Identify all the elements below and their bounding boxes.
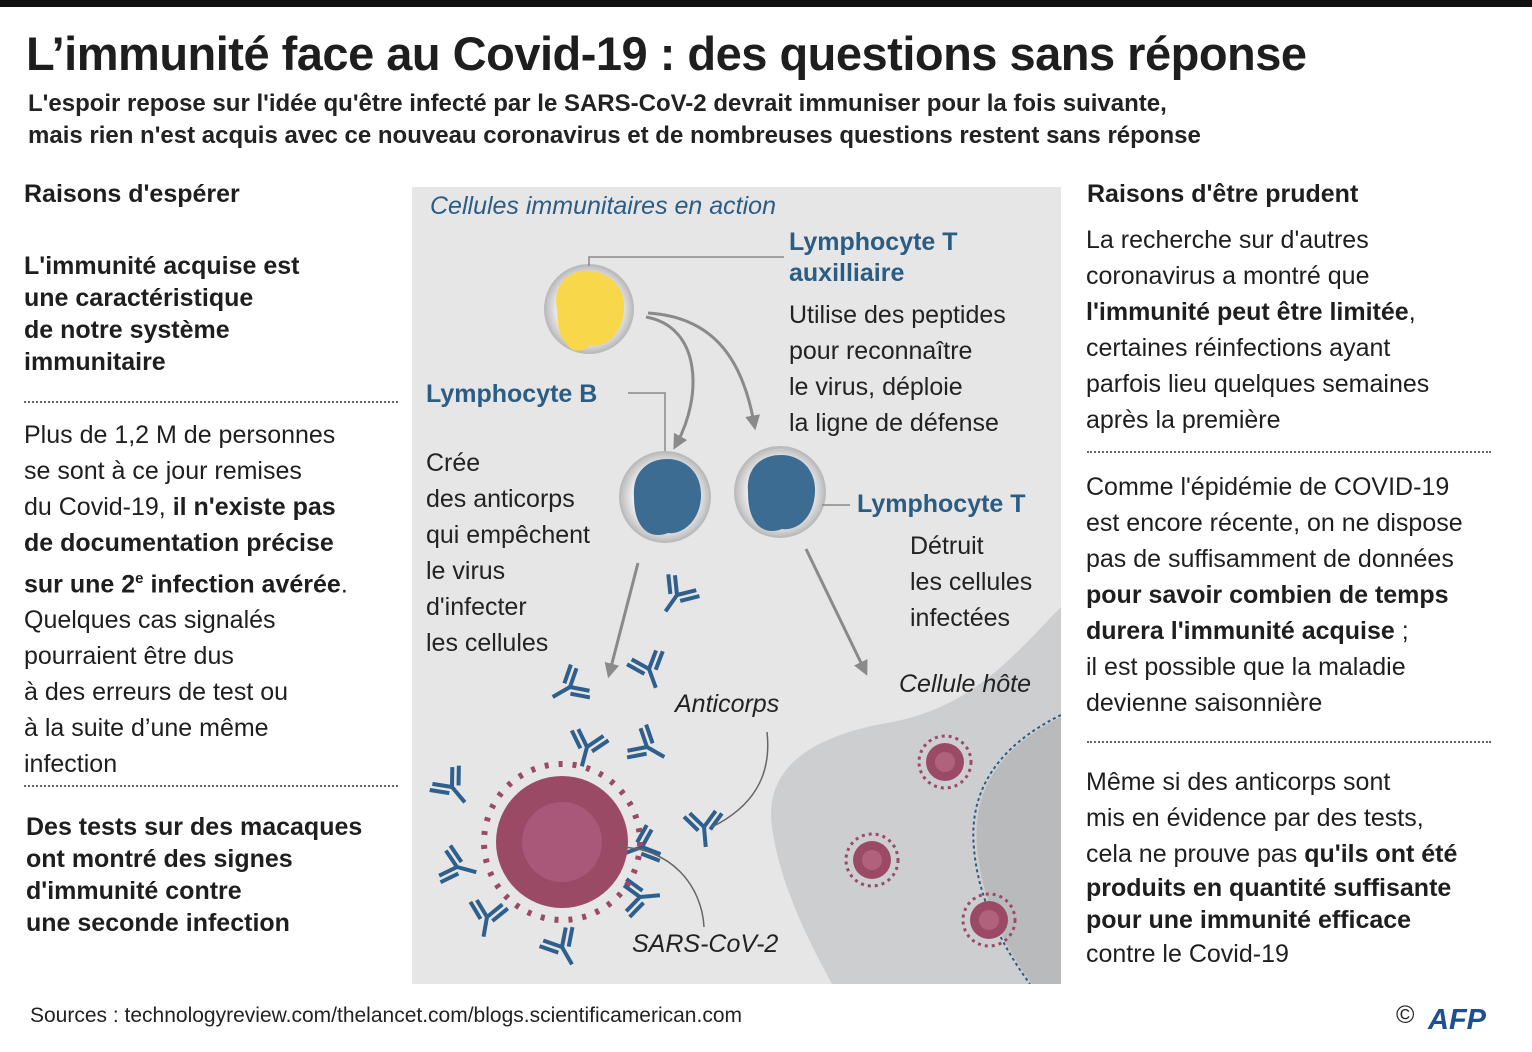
top-rule [0, 0, 1532, 7]
helper-t-cell-name [789, 227, 958, 289]
copyright-symbol: © [1396, 1001, 1415, 1029]
infographic-title: L’immunité face au Covid-19 : des questions sans réponse [26, 27, 1307, 80]
text-run: , [1408, 298, 1416, 326]
caution-reason-1-line [1086, 294, 1429, 330]
caution-reason-2-line: est encore récente, on ne dispose [1086, 509, 1463, 537]
caution-reason-1 [1086, 222, 1429, 438]
desc-line: infectées [910, 604, 1011, 632]
text-run: cela ne prouve pas [1086, 840, 1305, 868]
subtitle-line-1: L'espoir repose sur l'idée qu'être infecté par le SARS-CoV-2 devrait immuniser pour la fois suivante, [28, 90, 1167, 117]
bold-run: qu'ils ont été [1304, 840, 1458, 868]
hope-reason-3-line: une seconde infection [26, 909, 290, 937]
hope-reason-2-line: pourraient être dus [24, 642, 234, 671]
hope-reason-3-line: ont montré des signes [26, 845, 293, 873]
text-run: ; [1394, 617, 1409, 645]
hope-reason-1-line: de notre système [24, 316, 230, 344]
hope-reason-2 [24, 417, 348, 782]
hope-reason-2-line: à des erreurs de test ou [24, 678, 289, 707]
bold-run: infection avérée [143, 570, 341, 599]
desc-line: pour reconnaître [789, 337, 973, 365]
hope-reason-1-line: L'immunité acquise est [24, 252, 300, 280]
desc-line: les cellules [910, 568, 1033, 596]
divider [1087, 741, 1491, 743]
caution-reason-1-line: La recherche sur d'autres [1086, 226, 1369, 254]
desc-line: les cellules [426, 629, 549, 657]
name-line: Lymphocyte T [789, 228, 958, 256]
desc-line: Utilise des peptides [789, 301, 1006, 329]
desc-line: le virus, déploie [789, 373, 963, 401]
hope-reason-2-line: à la suite d’une même [24, 714, 269, 743]
desc-line: qui empêchent [426, 521, 591, 549]
b-cell-name: Lymphocyte B [426, 380, 598, 408]
divider [24, 785, 398, 787]
bold-run: sur une 2 [24, 570, 136, 599]
subtitle-line-2: mais rien n'est acquis avec ce nouveau coronavirus et de nombreuses questions restent sans réponse [28, 122, 1201, 149]
right-column-heading: Raisons d'être prudent [1087, 180, 1359, 208]
afp-logo-text: AFP [1428, 1004, 1486, 1033]
helper-t-cell-description [789, 297, 1006, 441]
afp-logo [1426, 1003, 1504, 1033]
caution-reason-3-line: produits en quantité suffisante [1086, 874, 1452, 902]
bold-run: il n'existe pas [165, 493, 336, 521]
caution-reason-1-line: coronavirus a montré que [1086, 262, 1370, 290]
host-cell-label: Cellule hôte [899, 670, 1032, 698]
caution-reason-3-line: mis en évidence par des tests, [1086, 804, 1424, 832]
sources-text: Sources : technologyreview.com/thelancet.com/blogs.scientificamerican.com [30, 1004, 742, 1027]
hope-reason-1 [24, 250, 299, 378]
hope-reason-2-line: se sont à ce jour remises [24, 457, 302, 485]
caution-reason-3 [1086, 764, 1457, 972]
immune-cells-diagram [412, 187, 1061, 984]
text-run: . [340, 570, 348, 599]
caution-reason-1-line: certaines réinfections ayant [1086, 334, 1391, 362]
hope-reason-1-line: une caractéristique [24, 284, 254, 312]
divider [1087, 451, 1491, 453]
caution-reason-2-line: pas de suffisamment de données [1086, 545, 1454, 573]
t-cell-nucleus [748, 455, 815, 531]
hope-reason-2-line: Quelques cas signalés [24, 606, 276, 635]
desc-line: Détruit [910, 532, 984, 560]
name-line: auxilliaire [789, 259, 905, 287]
desc-line: d'infecter [426, 593, 527, 621]
left-column-heading: Raisons d'espérer [24, 180, 240, 208]
caution-reason-3-line: Même si des anticorps sont [1086, 768, 1391, 796]
superscript: e [135, 570, 144, 587]
hope-reason-1-line: immunitaire [24, 348, 166, 376]
caution-reason-1-line: parfois lieu quelques semaines [1086, 370, 1430, 398]
antibody-label: Anticorps [675, 690, 780, 718]
hope-reason-3-line: Des tests sur des macaques [26, 813, 363, 841]
virus-label: SARS-CoV-2 [632, 930, 779, 958]
caution-reason-2-line [1086, 613, 1463, 649]
caution-reason-2-line: devienne saisonnière [1086, 689, 1323, 717]
hope-reason-2-line: de documentation précise [24, 529, 334, 557]
desc-line: la ligne de défense [789, 409, 999, 437]
caution-reason-2-line: Comme l'épidémie de COVID-19 [1086, 473, 1450, 501]
t-cell-name: Lymphocyte T [857, 490, 1026, 518]
desc-line: le virus [426, 557, 506, 585]
caution-reason-2-line: il est possible que la maladie [1086, 653, 1406, 681]
b-cell-description [426, 445, 590, 661]
bold-run: l'immunité peut être limitée [1086, 298, 1409, 326]
hope-reason-2-line [24, 489, 348, 525]
hope-reason-3 [26, 811, 362, 939]
hope-reason-2-line: infection [24, 750, 118, 779]
caution-reason-3-line: contre le Covid-19 [1086, 940, 1289, 968]
desc-line: Crée [426, 449, 481, 477]
caution-reason-3-line: pour une immunité efficace [1086, 906, 1412, 934]
caution-reason-3-line [1086, 836, 1457, 872]
divider [24, 401, 398, 403]
caution-reason-1-line: après la première [1086, 406, 1281, 434]
bold-run: durera l'immunité acquise [1086, 617, 1395, 645]
t-cell-description [910, 528, 1032, 636]
hope-reason-2-line [24, 561, 348, 602]
caution-reason-2 [1086, 469, 1463, 721]
desc-line: des anticorps [426, 485, 575, 513]
caution-reason-2-line: pour savoir combien de temps [1086, 581, 1449, 609]
hope-reason-2-line: Plus de 1,2 M de personnes [24, 421, 336, 449]
text-run: du Covid-19, [24, 493, 166, 521]
hope-reason-3-line: d'immunité contre [26, 877, 242, 905]
diagram-title: Cellules immunitaires en action [430, 192, 776, 220]
